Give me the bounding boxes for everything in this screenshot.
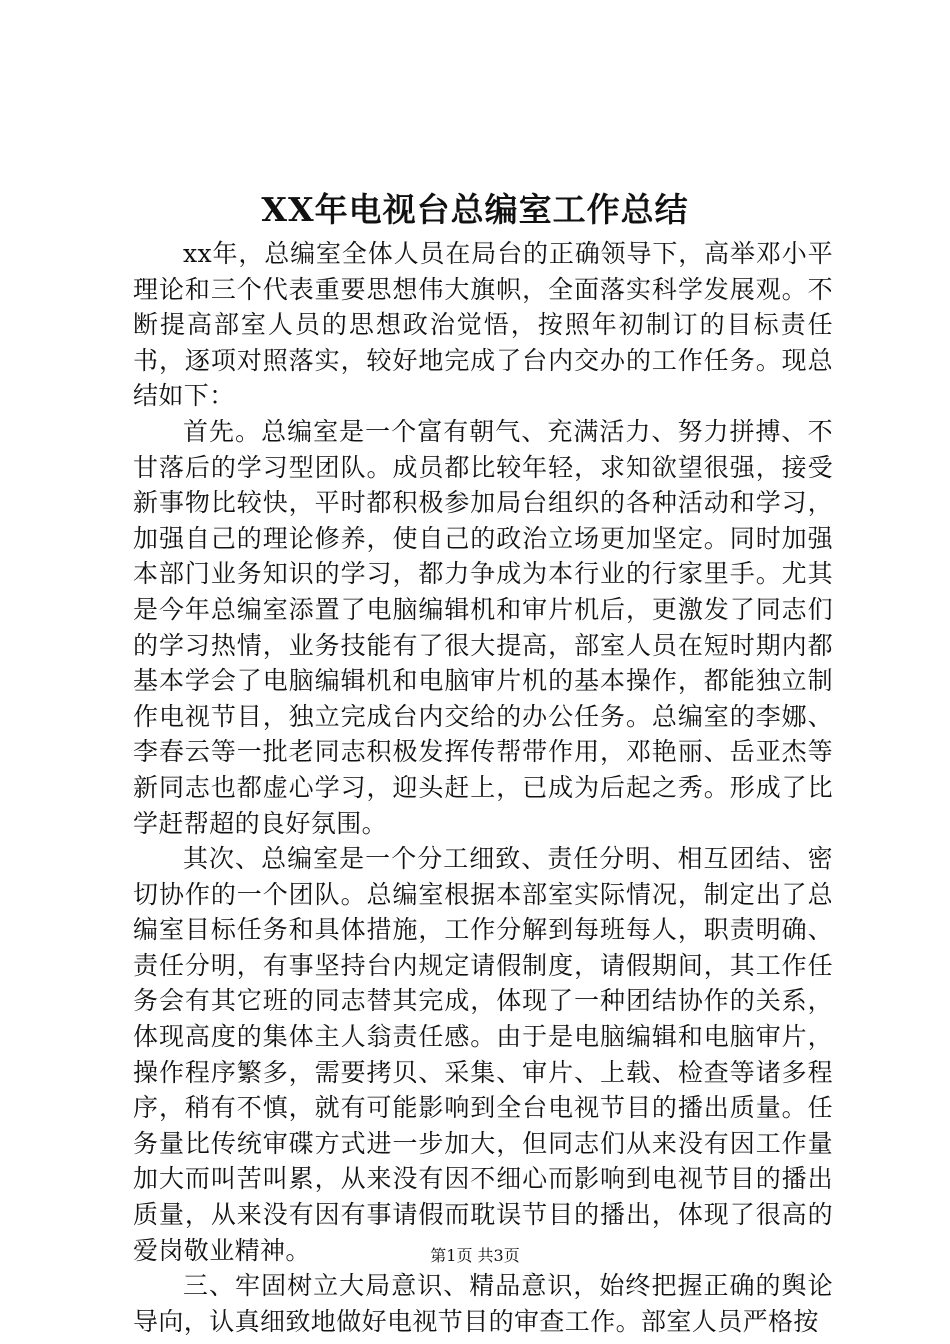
paragraph-second: 其次、总编室是一个分工细致、责任分明、相互团结、密切协作的一个团队。总编室根据本部室实际情况，制定出了总编室目标任务和具体措施，工作分解到每班每人，职责明确、责任分明，有事坚持台内规定请假制度，请假期间，其工作任务会有其它班的同志替其完成，体现了一种团结协作的关系，体现高度的集体主人翁责任感。由于是电脑编辑和电脑审片，操作程序繁多，需要拷贝、采集、审片、上载、检查等诸多程序，稍有不慎，就有可能影响到全台电视节目的播出质量。任务量比传统审碟方式进一步加大，但同志们从来没有因工作量加大而叫苦叫累，从来没有因不细心而影响到电视节目的播出质量，从来没有因有事请假而耽误节目的播出，体现了很高的爱岗敬业精神。 [133,844,833,1265]
page-number-footer: 第1页 共3页 [430,1246,520,1265]
document-title: XX年电视台总编室工作总结 [261,190,689,229]
document-body [133,236,833,1339]
paragraph-first: 首先。总编室是一个富有朝气、充满活力、努力拼搏、不甘落后的学习型团队。成员都比较年轻，求知欲望很强，接受新事物比较快，平时都积极参加局台组织的各种活动和学习，加强自己的理论修养，使自己的政治立场更加坚定。同时加强本部门业务知识的学习，都力争成为本行业的行家里手。尤其是今年总编室添置了电脑编辑机和审片机后，更激发了同志们的学习热情，业务技能有了很大提高，部室人员在短时期内都基本学会了电脑编辑机和电脑审片机的基本操作，都能独立制作电视节目，独立完成台内交给的办公任务。总编室的李娜、李春云等一批老同志积极发挥传帮带作用，邓艳丽、岳亚杰等新同志也都虚心学习，迎头赶上，已成为后起之秀。形成了比学赶帮超的良好氛围。 [133,416,833,838]
paragraph-intro: xx年，总编室全体人员在局台的正确领导下，高举邓小平理论和三个代表重要思想伟大旗帜，全面落实科学发展观。不断提高部室人员的思想政治觉悟，按照年初制订的目标责任书，逐项对照落实，较好地完成了台内交办的工作任务。现总结如下： [133,239,833,411]
paragraph-third: 三、牢固树立大局意识、精品意识，始终把握正确的舆论导向，认真细致地做好电视节目的审查工作。部室人员严格按 [133,1271,833,1336]
